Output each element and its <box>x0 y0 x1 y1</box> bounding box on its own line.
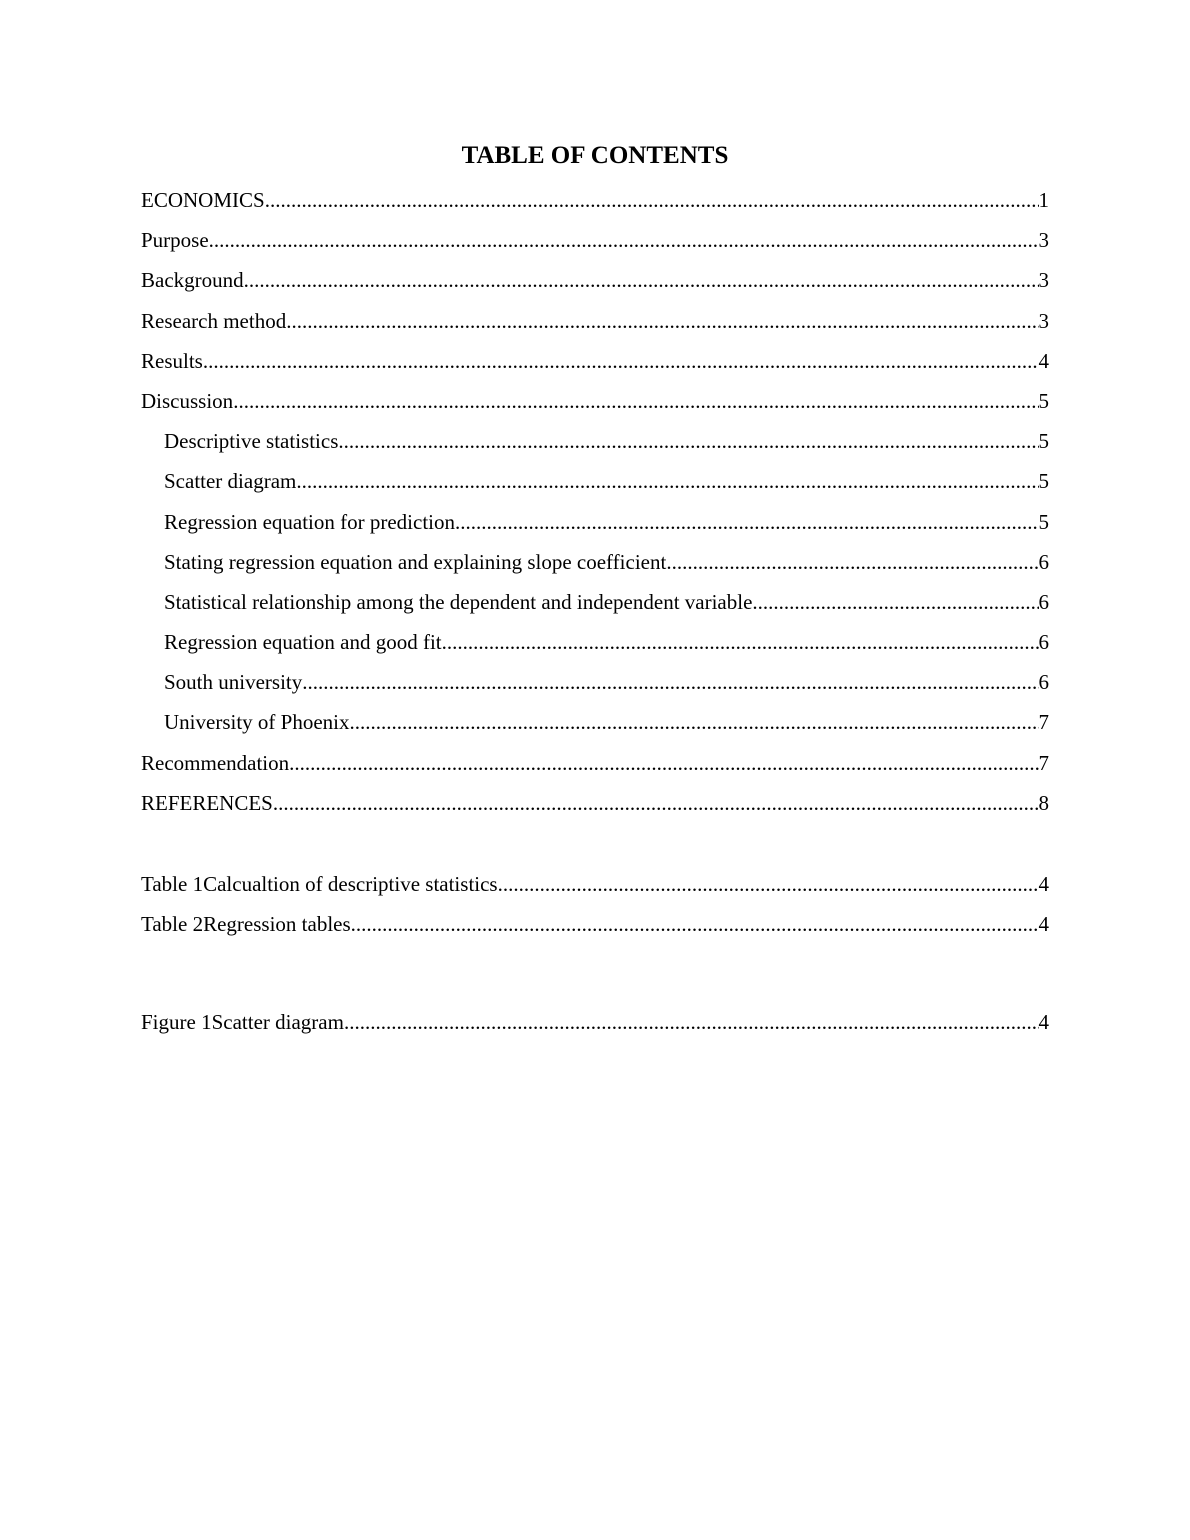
toc-entry-page: 5 <box>1038 469 1049 494</box>
toc-entry-label: Stating regression equation and explaining slope coefficient <box>164 547 666 577</box>
table-entry-page: 4 <box>1038 872 1049 896</box>
table-entry[interactable] <box>141 869 1049 909</box>
toc-entry-label: Results <box>141 346 203 376</box>
toc-entry-page: 5 <box>1038 429 1049 454</box>
toc-entry-label: University of Phoenix <box>164 707 349 737</box>
toc-entry-label: Regression equation for prediction <box>164 507 455 537</box>
toc-entry-page: 6 <box>1038 549 1049 574</box>
dot-leader <box>498 869 1039 899</box>
toc-entry-label: REFERENCES <box>141 788 273 818</box>
toc-entry-label: ECONOMICS <box>141 185 265 215</box>
dot-leader <box>273 788 1039 818</box>
dot-leader <box>244 265 1039 295</box>
toc-entry-page: 4 <box>1038 348 1049 373</box>
toc-entry-label: Purpose <box>141 225 209 255</box>
dot-leader <box>338 426 1038 456</box>
dot-leader <box>233 386 1038 416</box>
list-of-tables <box>141 869 1049 949</box>
toc-entry-page: 8 <box>1038 790 1049 815</box>
toc-entry-page: 7 <box>1038 710 1049 735</box>
dot-leader <box>203 346 1039 376</box>
toc-subentry[interactable] <box>141 507 1049 547</box>
toc-entry[interactable] <box>141 386 1049 426</box>
toc-entry-label: Regression equation and good fit <box>164 627 442 657</box>
toc-subentry[interactable] <box>141 627 1049 667</box>
toc-subentry[interactable] <box>141 426 1049 466</box>
toc-entry[interactable] <box>141 306 1049 346</box>
toc-entry-label: Descriptive statistics <box>164 426 338 456</box>
toc-entry[interactable] <box>141 788 1049 828</box>
figure-entry-label: Figure 1Scatter diagram <box>141 1007 344 1037</box>
toc-subentry[interactable] <box>141 667 1049 707</box>
dot-leader <box>289 748 1038 778</box>
dot-leader <box>349 707 1038 737</box>
toc-entry[interactable] <box>141 265 1049 305</box>
toc-entry-label: South university <box>164 667 302 697</box>
dot-leader <box>286 306 1038 336</box>
dot-leader <box>302 667 1038 697</box>
page-title: TABLE OF CONTENTS <box>461 142 729 169</box>
dot-leader <box>296 466 1038 496</box>
toc-entry-page: 3 <box>1038 228 1049 253</box>
toc-subentry[interactable] <box>141 707 1049 747</box>
dot-leader <box>344 1007 1039 1037</box>
toc-entry-label: Scatter diagram <box>164 466 296 496</box>
toc-entry[interactable] <box>141 748 1049 788</box>
list-of-figures <box>141 1007 1049 1047</box>
table-entry-page: 4 <box>1038 912 1049 937</box>
dot-leader <box>351 909 1039 939</box>
toc-entry-label: Background <box>141 265 244 295</box>
toc-entry-page: 1 <box>1038 188 1049 212</box>
toc-entry-page: 6 <box>1038 670 1049 695</box>
table-of-contents <box>141 185 1049 828</box>
toc-entry-label: Statistical relationship among the dependent and independent variable <box>164 587 752 617</box>
toc-entry-page: 5 <box>1038 509 1049 534</box>
dot-leader <box>455 507 1038 537</box>
toc-entry-page: 5 <box>1038 388 1049 413</box>
toc-subentry[interactable] <box>141 466 1049 506</box>
table-entry[interactable] <box>141 909 1049 949</box>
figure-entry[interactable] <box>141 1007 1049 1047</box>
figure-entry-page: 4 <box>1038 1010 1049 1034</box>
toc-entry-label: Research method <box>141 306 286 336</box>
dot-leader <box>265 185 1039 215</box>
toc-entry-page: 7 <box>1038 750 1049 775</box>
table-entry-label: Table 1Calcualtion of descriptive statistics <box>141 869 498 899</box>
toc-entry[interactable] <box>141 225 1049 265</box>
toc-entry-page: 6 <box>1038 630 1049 655</box>
toc-entry-page: 3 <box>1038 308 1049 333</box>
dot-leader <box>442 627 1039 657</box>
toc-subentry[interactable] <box>141 587 1049 627</box>
dot-leader <box>209 225 1039 255</box>
toc-entry-page: 6 <box>1038 589 1049 614</box>
dot-leader <box>666 547 1038 577</box>
table-entry-label: Table 2Regression tables <box>141 909 351 939</box>
toc-entry-page: 3 <box>1038 268 1049 293</box>
dot-leader <box>752 587 1038 617</box>
toc-entry-label: Discussion <box>141 386 233 416</box>
toc-entry[interactable] <box>141 185 1049 225</box>
toc-entry-label: Recommendation <box>141 748 289 778</box>
toc-subentry[interactable] <box>141 547 1049 587</box>
toc-entry[interactable] <box>141 346 1049 386</box>
